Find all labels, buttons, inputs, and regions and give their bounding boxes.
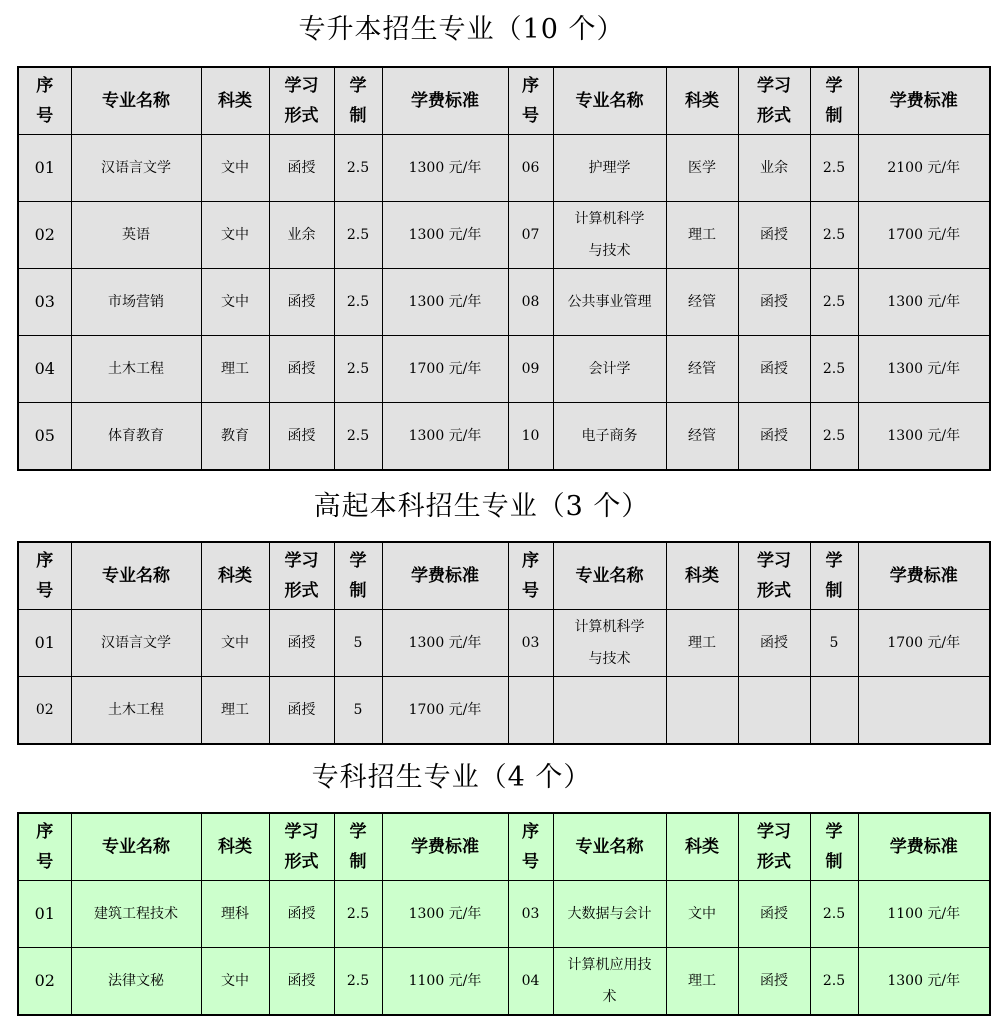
header-major: 专业名称: [71, 542, 201, 610]
cell-category: 理科: [201, 881, 269, 948]
cell-category: 医学: [666, 135, 738, 202]
cell-major: [553, 677, 666, 745]
cell-major: 公共事业管理: [553, 269, 666, 336]
cell-tuition: 1700 元/年: [858, 610, 990, 677]
cell-major: 电子商务: [553, 403, 666, 471]
cell-major: 汉语言文学: [71, 610, 201, 677]
cell-seq: 10: [508, 403, 553, 471]
cell-study-mode: 函授: [738, 610, 810, 677]
cell-study-mode: 函授: [269, 135, 334, 202]
cell-category: 理工: [201, 336, 269, 403]
section-title-highschool-bachelor: 高起本科招生专业（3 个）: [313, 491, 650, 522]
cell-tuition: 1700 元/年: [382, 336, 508, 403]
cell-major: 土木工程: [71, 336, 201, 403]
cell-major: 英语: [71, 202, 201, 269]
cell-duration: 2.5: [334, 269, 382, 336]
header-tuition: 学费标准: [382, 67, 508, 135]
table-highschool-bachelor: [17, 541, 991, 745]
cell-duration: 2.5: [810, 135, 858, 202]
header-study-mode: 学习 形式: [738, 542, 810, 610]
table-associate: [17, 812, 991, 1016]
table-header-row: [18, 542, 990, 610]
cell-seq: 09: [508, 336, 553, 403]
cell-major: 会计学: [553, 336, 666, 403]
header-seq: 序 号: [508, 67, 553, 135]
header-major: 专业名称: [553, 542, 666, 610]
cell-study-mode: 函授: [738, 881, 810, 948]
cell-seq: 02: [18, 948, 71, 1016]
cell-duration: 2.5: [810, 202, 858, 269]
header-tuition: 学费标准: [382, 813, 508, 881]
header-category: 科类: [201, 813, 269, 881]
table-header-row: [18, 67, 990, 135]
header-tuition: 学费标准: [858, 813, 990, 881]
cell-tuition: 1300 元/年: [858, 336, 990, 403]
cell-duration: 5: [334, 610, 382, 677]
cell-category: 理工: [666, 202, 738, 269]
cell-study-mode: 函授: [738, 948, 810, 1016]
cell-category: 文中: [201, 202, 269, 269]
table-row: [18, 135, 990, 202]
header-major: 专业名称: [553, 813, 666, 881]
cell-category: 理工: [666, 610, 738, 677]
cell-duration: 2.5: [334, 202, 382, 269]
cell-tuition: 2100 元/年: [858, 135, 990, 202]
header-study-mode: 学习 形式: [738, 813, 810, 881]
cell-category: [666, 677, 738, 745]
cell-tuition: 1300 元/年: [382, 610, 508, 677]
cell-seq: 01: [18, 610, 71, 677]
cell-major: 体育教育: [71, 403, 201, 471]
header-study-mode: 学习 形式: [269, 67, 334, 135]
cell-tuition: 1300 元/年: [858, 948, 990, 1016]
header-study-mode: 学习 形式: [269, 542, 334, 610]
section-title-upgrade-bachelor: 专升本招生专业（10 个）: [298, 14, 625, 45]
cell-study-mode: 函授: [269, 336, 334, 403]
cell-duration: 2.5: [334, 336, 382, 403]
header-major: 专业名称: [71, 813, 201, 881]
cell-tuition: 1100 元/年: [382, 948, 508, 1016]
cell-study-mode: 业余: [738, 135, 810, 202]
cell-study-mode: 函授: [738, 336, 810, 403]
cell-seq: [508, 677, 553, 745]
cell-category: 文中: [666, 881, 738, 948]
cell-duration: 2.5: [334, 403, 382, 471]
header-duration: 学 制: [810, 813, 858, 881]
cell-category: 文中: [201, 610, 269, 677]
cell-tuition: 1300 元/年: [858, 269, 990, 336]
cell-major: 大数据与会计: [553, 881, 666, 948]
cell-seq: 01: [18, 135, 71, 202]
cell-duration: 5: [334, 677, 382, 745]
cell-seq: 02: [18, 202, 71, 269]
cell-seq: 03: [508, 881, 553, 948]
cell-duration: 2.5: [810, 948, 858, 1016]
section-title-associate: 专科招生专业（4 个）: [311, 762, 592, 793]
header-tuition: 学费标准: [858, 542, 990, 610]
header-duration: 学 制: [334, 813, 382, 881]
cell-tuition: 1300 元/年: [858, 403, 990, 471]
cell-major: 计算机科学 与技术: [553, 610, 666, 677]
cell-major: 土木工程: [71, 677, 201, 745]
cell-category: 理工: [201, 677, 269, 745]
cell-major: 建筑工程技术: [71, 881, 201, 948]
cell-tuition: [858, 677, 990, 745]
table-row: [18, 336, 990, 403]
cell-category: 经管: [666, 403, 738, 471]
header-seq: 序 号: [508, 542, 553, 610]
header-tuition: 学费标准: [382, 542, 508, 610]
cell-category: 经管: [666, 269, 738, 336]
cell-study-mode: 函授: [269, 881, 334, 948]
cell-category: 理工: [666, 948, 738, 1016]
cell-tuition: 1300 元/年: [382, 269, 508, 336]
header-seq: 序 号: [508, 813, 553, 881]
cell-major: 汉语言文学: [71, 135, 201, 202]
header-category: 科类: [666, 542, 738, 610]
header-category: 科类: [201, 67, 269, 135]
header-seq: 序 号: [18, 67, 71, 135]
cell-tuition: 1300 元/年: [382, 135, 508, 202]
table-header-row: [18, 813, 990, 881]
header-tuition: 学费标准: [858, 67, 990, 135]
table-row: [18, 269, 990, 336]
cell-major: 法律文秘: [71, 948, 201, 1016]
cell-duration: 2.5: [334, 135, 382, 202]
header-duration: 学 制: [334, 67, 382, 135]
cell-category: 教育: [201, 403, 269, 471]
cell-category: 文中: [201, 948, 269, 1016]
cell-category: 经管: [666, 336, 738, 403]
header-duration: 学 制: [334, 542, 382, 610]
header-major: 专业名称: [71, 67, 201, 135]
header-study-mode: 学习 形式: [738, 67, 810, 135]
cell-study-mode: 函授: [269, 269, 334, 336]
cell-tuition: 1300 元/年: [382, 881, 508, 948]
table-upgrade-bachelor: [17, 66, 991, 471]
cell-study-mode: 业余: [269, 202, 334, 269]
cell-seq: 08: [508, 269, 553, 336]
cell-seq: 04: [508, 948, 553, 1016]
cell-seq: 07: [508, 202, 553, 269]
header-category: 科类: [666, 813, 738, 881]
header-major: 专业名称: [553, 67, 666, 135]
cell-major: 市场营销: [71, 269, 201, 336]
cell-tuition: 1300 元/年: [382, 403, 508, 471]
cell-tuition: 1700 元/年: [858, 202, 990, 269]
header-seq: 序 号: [18, 542, 71, 610]
header-duration: 学 制: [810, 67, 858, 135]
cell-tuition: 1100 元/年: [858, 881, 990, 948]
header-seq: 序 号: [18, 813, 71, 881]
cell-duration: 5: [810, 610, 858, 677]
header-category: 科类: [666, 67, 738, 135]
cell-duration: 2.5: [334, 948, 382, 1016]
table-row: [18, 610, 990, 677]
cell-seq: 05: [18, 403, 71, 471]
cell-category: 文中: [201, 135, 269, 202]
cell-seq: 03: [508, 610, 553, 677]
header-category: 科类: [201, 542, 269, 610]
table-row: [18, 202, 990, 269]
table-row: [18, 881, 990, 948]
cell-seq: 01: [18, 881, 71, 948]
cell-study-mode: [738, 677, 810, 745]
cell-category: 文中: [201, 269, 269, 336]
cell-study-mode: 函授: [269, 610, 334, 677]
cell-duration: 2.5: [810, 881, 858, 948]
cell-major: 计算机应用技 术: [553, 948, 666, 1016]
cell-study-mode: 函授: [738, 269, 810, 336]
cell-tuition: 1700 元/年: [382, 677, 508, 745]
cell-major: 计算机科学 与技术: [553, 202, 666, 269]
cell-seq: 02: [18, 677, 71, 745]
cell-duration: [810, 677, 858, 745]
cell-seq: 03: [18, 269, 71, 336]
cell-study-mode: 函授: [269, 677, 334, 745]
table-row: [18, 948, 990, 1016]
cell-seq: 04: [18, 336, 71, 403]
cell-study-mode: 函授: [269, 403, 334, 471]
cell-study-mode: 函授: [738, 403, 810, 471]
cell-duration: 2.5: [810, 269, 858, 336]
cell-duration: 2.5: [334, 881, 382, 948]
cell-duration: 2.5: [810, 336, 858, 403]
cell-major: 护理学: [553, 135, 666, 202]
table-row: [18, 403, 990, 471]
cell-study-mode: 函授: [269, 948, 334, 1016]
table-row: [18, 677, 990, 745]
cell-study-mode: 函授: [738, 202, 810, 269]
cell-seq: 06: [508, 135, 553, 202]
cell-tuition: 1300 元/年: [382, 202, 508, 269]
header-study-mode: 学习 形式: [269, 813, 334, 881]
cell-duration: 2.5: [810, 403, 858, 471]
header-duration: 学 制: [810, 542, 858, 610]
